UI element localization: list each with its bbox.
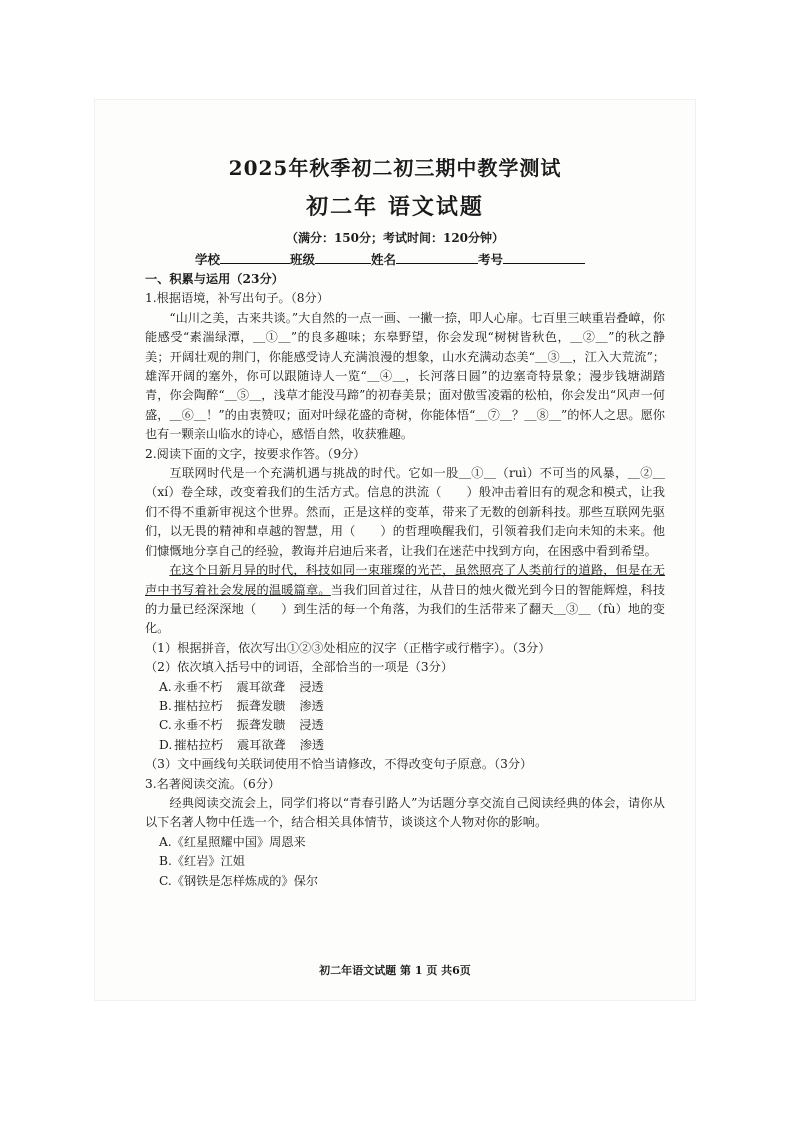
option-b[interactable]: B. 摧枯拉朽 振聋发聩 渗透: [159, 698, 324, 713]
question-2-title: 2.阅读下面的文字，按要求作答。（9分）: [145, 446, 366, 461]
school-label: 学校: [195, 252, 221, 267]
class-field[interactable]: [315, 251, 371, 264]
question-2-passage-2: [145, 561, 665, 639]
question-2-sub-2: （2）依次填入括号中的词语，全部恰当的一项是（3分）: [145, 660, 454, 675]
question-2-sub-1: （1）根据拼音，依次写出①②③处相应的汉字（正楷字或行楷字）。（3分）: [145, 640, 551, 655]
exam-meta: （满分：150分；考试时间：120分钟）: [285, 231, 505, 245]
number-field[interactable]: [503, 251, 585, 264]
exam-content: [145, 270, 665, 891]
name-label: 姓名: [371, 252, 397, 267]
question-1-text: “山川之美，古来共谈。”大自然的一点一画、一撇一捺，叩人心扉。七百里三峡重岩叠嶂，你能感受“素湍绿潭，＿①＿”的良多趣味；东皋野望，你会发现“树树皆秋色，＿②＿”的秋之静美；开阔壮观的荆门，你能感受诗人充满浪漫的想象，山水充满动态美“＿③＿，江入大荒流”；雄浑开阔的塞外，你可以跟随诗人一览“＿④＿，长河落日圆”的边塞奇特景象；漫步钱塘湖踏青，你会陶醉“＿⑤＿，浅草才能没马蹄”的初春美景；面对傲雪凌霜的松柏，你会发出“风声一何盛，＿⑥＿！”的由衷赞叹；面对叶绿花盛的奇树，你能体悟“＿⑦＿？＿⑧＿”的怀人之思。愿你也有一颗亲山临水的诗心，感悟自然，收获雅趣。: [145, 310, 665, 442]
question-3-title: 3.名著阅读交流。（6分）: [145, 776, 281, 791]
option-d[interactable]: D. 摧枯拉朽 震耳欲聋 渗透: [159, 737, 325, 752]
option-a[interactable]: A. 永垂不朽 震耳欲聋 浸透: [159, 679, 324, 694]
exam-subtitle: 初二年 语文试题: [306, 194, 484, 220]
underlined-sentence: 在这个日新月异的时代，科技如同一束璀璨的光芒，虽然照亮了人类前行的道路，但是在无声中书写着社会发展的温暖篇章。: [145, 563, 665, 597]
question-1-title: 1.根据语境，补写出句子。（8分）: [145, 291, 329, 306]
exam-title: 2025年秋季初二初三期中教学测试: [228, 156, 562, 180]
q3-option-a[interactable]: A.《红星照耀中国》周恩来: [159, 834, 306, 849]
option-c[interactable]: C. 永垂不朽 振聋发聩 浸透: [159, 718, 324, 733]
school-field[interactable]: [220, 251, 290, 264]
question-2-sub-3: （3）文中画线句关联词使用不恰当请修改，不得改变句子原意。（3分）: [145, 757, 533, 772]
passage-rest: 当我们回首过往，从昔日的烛火微光到今日的智能辉煌，科技的力量已经深深地（ ）到生活的每一个角落，为我们的生活带来了翻天＿③＿（fù）地的变化。: [145, 582, 666, 636]
student-info-line: [195, 250, 585, 268]
q3-option-b[interactable]: B.《红岩》江姐: [159, 854, 245, 869]
exam-page: [95, 100, 695, 1000]
section-title: 一、积累与运用（23分）: [145, 272, 284, 286]
class-label: 班级: [290, 252, 316, 267]
q3-option-c[interactable]: C.《钢铁是怎样炼成的》保尔: [159, 873, 319, 888]
name-field[interactable]: [396, 251, 478, 264]
page-footer: 初二年语文试题 第 1 页 共6页: [319, 964, 471, 977]
question-2-passage: 互联网时代是一个充满机遇与挑战的时代。它如一股＿①＿（ruì）不可当的风暴，＿②＿（xí）卷全球，改变着我们的生活方式。信息的洪流（ ）般冲击着旧有的观念和模式，让我们不得不重新审视这个世界。然而，正是这样的变革，带来了无数的创新科技。那些互联网先驱们，以无畏的精神和卓越的智慧，用（ ）的哲理唤醒我们，引领着我们走向未知的未来。他们慷慨地分享自己的经验，教诲并启迪后来者，让我们在迷茫中找到方向，在困惑中看到希望。: [145, 466, 665, 558]
number-label: 考号: [478, 252, 504, 267]
question-3-text: 经典阅读交流会上，同学们将以“青春引路人”为话题分享交流自己阅读经典的体会，请你从以下名著人物中任选一个，结合相关具体情节，谈谈这个人物对你的影响。: [145, 795, 665, 830]
